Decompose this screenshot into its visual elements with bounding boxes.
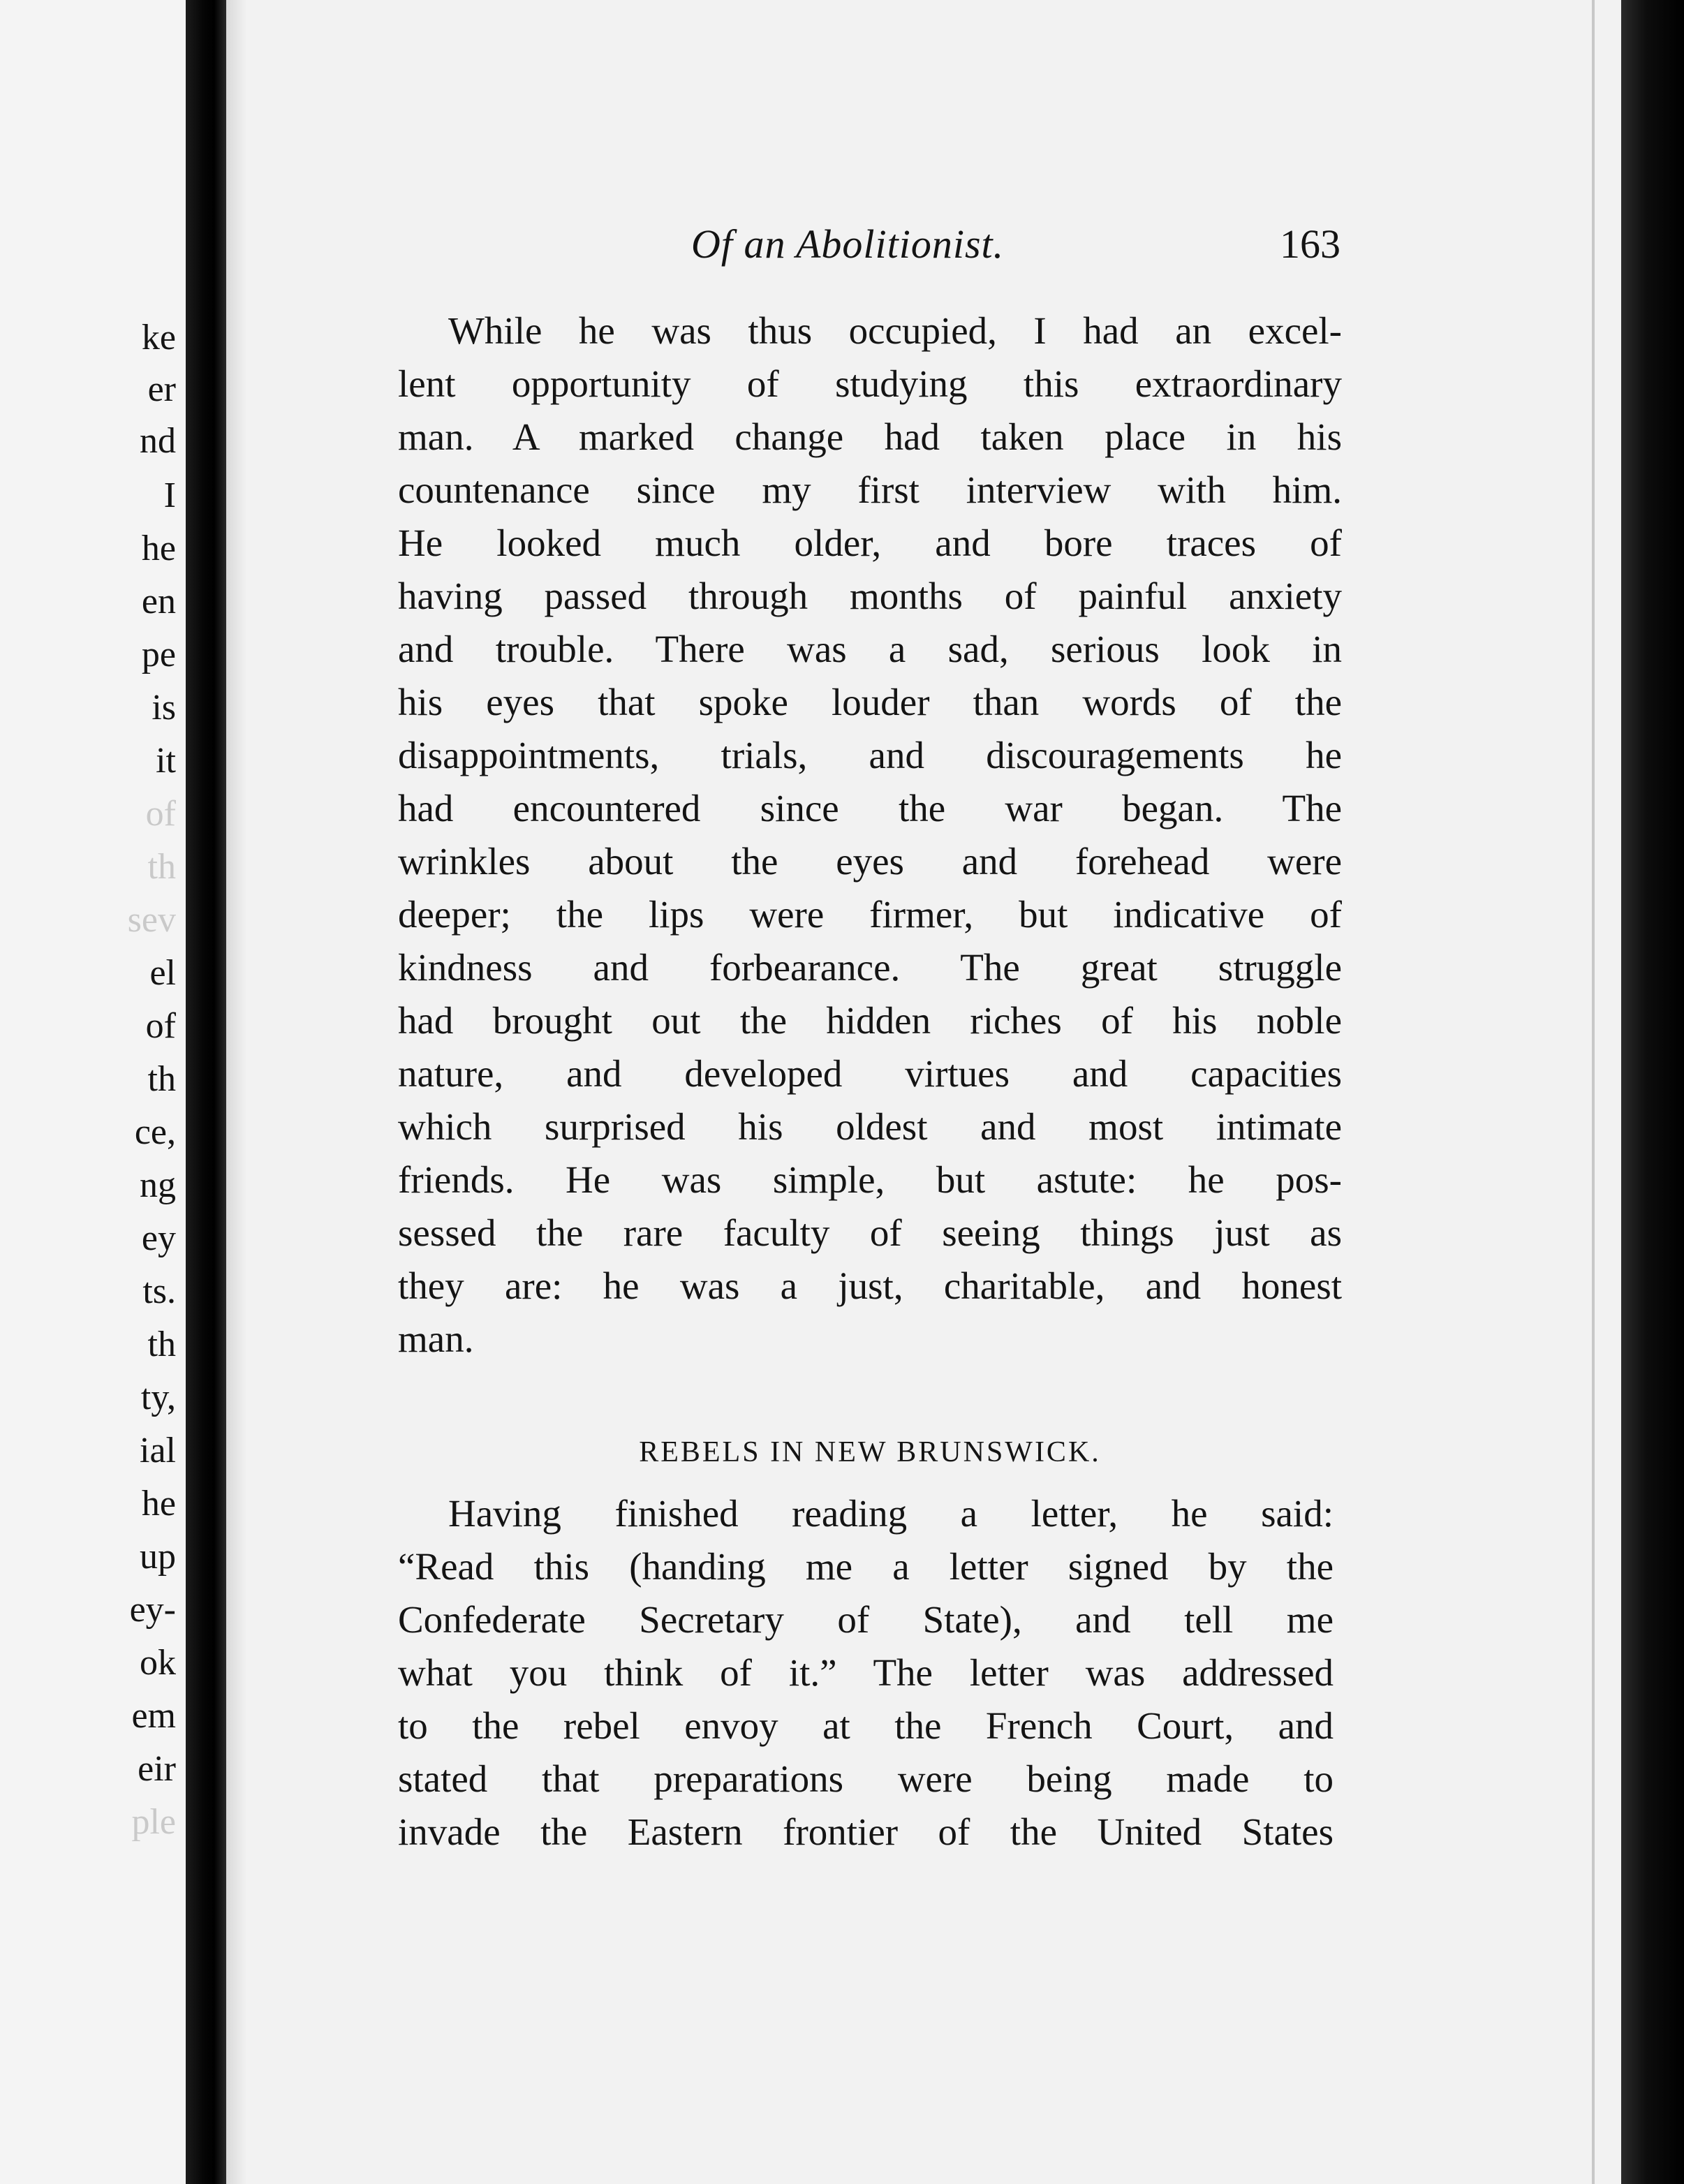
text-line: deeper; the lips were firmer, but indicative of	[398, 893, 1342, 936]
text-line: and trouble. There was a sad, serious look in	[398, 628, 1342, 670]
paragraph-1	[398, 304, 1342, 1366]
text-line: While he was thus occupied, I had an excel-	[448, 309, 1342, 352]
left-fragment: of	[145, 794, 176, 834]
text-line: Confederate Secretary of State), and tell me	[398, 1598, 1334, 1641]
text-line: to the rebel envoy at the French Court, and	[398, 1704, 1334, 1747]
left-fragment: ial	[140, 1431, 176, 1470]
left-fragment: he	[141, 1484, 176, 1523]
running-title: Of an Abolitionist.	[691, 221, 1005, 267]
left-fragment: en	[141, 582, 176, 621]
text-line: had encountered since the war began. The	[398, 787, 1342, 829]
left-fragment: eir	[138, 1749, 176, 1789]
text-line: stated that preparations were being made to	[398, 1757, 1334, 1800]
gutter-shadow	[226, 0, 247, 2184]
left-fragment: pe	[141, 635, 176, 674]
book-gutter	[186, 0, 226, 2184]
left-fragment: ey	[141, 1218, 176, 1258]
page-edge-line	[1592, 0, 1595, 2184]
text-line: lent opportunity of studying this extraordinary	[398, 362, 1342, 405]
text-line: wrinkles about the eyes and forehead were	[398, 840, 1342, 883]
text-line: countenance since my first interview with him.	[398, 468, 1342, 511]
text-line: they are: he was a just, charitable, and honest	[398, 1264, 1342, 1307]
left-fragment: ok	[140, 1643, 176, 1683]
text-line: man. A marked change had taken place in his	[398, 415, 1342, 458]
left-fragment: em	[131, 1696, 176, 1736]
paragraph-2	[398, 1487, 1334, 1859]
left-page-edge	[0, 0, 186, 2184]
left-fragment: er	[147, 369, 176, 409]
left-fragment: th	[147, 847, 176, 887]
left-fragment: ke	[141, 318, 176, 357]
left-fragment: nd	[140, 421, 176, 461]
left-fragment: is	[152, 688, 176, 728]
text-line: what you think of it.” The letter was addressed	[398, 1651, 1334, 1694]
text-line: kindness and forbearance. The great struggle	[398, 946, 1342, 989]
text-line: had brought out the hidden riches of his noble	[398, 999, 1342, 1042]
left-fragment: th	[147, 1059, 176, 1099]
text-line: “Read this (handing me a letter signed by the	[398, 1545, 1334, 1588]
text-line: his eyes that spoke louder than words of the	[398, 681, 1342, 723]
running-header	[391, 218, 1340, 274]
left-fragment: sev	[127, 900, 176, 940]
text-line: He looked much older, and bore traces of	[398, 522, 1342, 564]
section-heading: REBELS IN NEW BRUNSWICK.	[639, 1436, 1101, 1468]
text-line: man.	[398, 1318, 474, 1360]
page-number: 163	[1280, 221, 1340, 267]
left-fragment: el	[149, 953, 176, 993]
left-fragment: ey-	[129, 1590, 176, 1630]
text-line: Having finished reading a letter, he said:	[448, 1492, 1334, 1535]
right-binding-edge	[1621, 0, 1684, 2184]
left-fragment: ce,	[134, 1112, 176, 1152]
text-line: nature, and developed virtues and capacities	[398, 1052, 1342, 1095]
left-fragment: he	[141, 529, 176, 568]
left-fragment: it	[156, 741, 176, 781]
left-fragment: of	[145, 1006, 176, 1046]
left-fragment: ts.	[142, 1271, 176, 1311]
left-fragment: up	[140, 1537, 176, 1577]
text-line: invade the Eastern frontier of the United States	[398, 1810, 1334, 1853]
left-fragment: th	[147, 1325, 176, 1364]
left-fragment: ng	[140, 1165, 176, 1205]
text-line: which surprised his oldest and most intimate	[398, 1105, 1342, 1148]
text-line: sessed the rare faculty of seeing things just as	[398, 1211, 1342, 1254]
text-line: disappointments, trials, and discouragements he	[398, 734, 1342, 776]
text-line: friends. He was simple, but astute: he pos-	[398, 1158, 1342, 1201]
left-fragment: I	[163, 475, 176, 515]
left-fragment: ty,	[140, 1378, 176, 1417]
text-line: having passed through months of painful anxiety	[398, 575, 1342, 617]
left-fragment: ple	[131, 1802, 176, 1842]
